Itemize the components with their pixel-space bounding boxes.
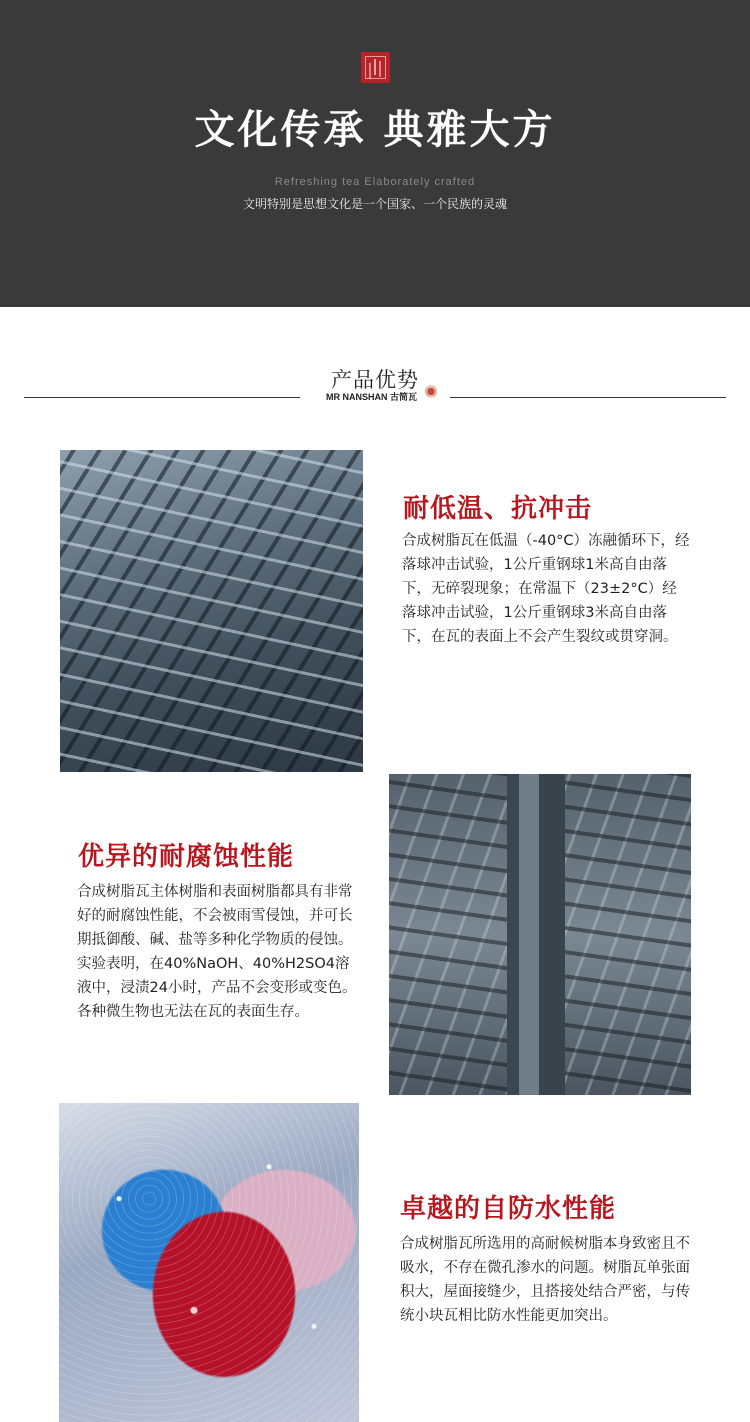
hero-subtitle-en: Refreshing tea Elaborately crafted: [274, 176, 476, 188]
roof-tiles-image: [60, 450, 363, 772]
mini-seal-icon: [424, 384, 438, 399]
feature-title-corrosion: 优异的耐腐蚀性能: [78, 842, 295, 872]
divider-right: [450, 397, 726, 398]
divider-left: [24, 397, 300, 398]
hero-banner: [0, 0, 750, 307]
roof-ridge-image: [389, 774, 691, 1095]
section-subtitle: MR NANSHAN 古简瓦: [326, 392, 417, 402]
feature-body-low-temp: 合成树脂瓦在低温（-40°C）冻融循环下，经落球冲击试验，1公斤重钢球1米高自由落下，无碎裂现象；在常温下（23±2°C）经落球冲击试验，1公斤重钢球3米高自由落下，在瓦的表面上不会产生裂纹或贯穿洞。: [402, 533, 690, 645]
hero-title: 文化传承 典雅大方: [194, 106, 556, 153]
seal-stamp-icon: [361, 52, 390, 83]
section-title: 产品优势: [331, 368, 419, 392]
feature-body-corrosion: 合成树脂瓦主体树脂和表面树脂都具有非常好的耐腐蚀性能，不会被雨雪侵蚀，并可长期抵御酸、碱、盐等多种化学物质的侵蚀。实验表明，在40%NaOH、40%H2SO4溶液中，浸渍24小时，产品不会变形或变色。各种微生物也无法在瓦的表面生存。: [77, 884, 357, 1020]
feature-title-low-temp: 耐低温、抗冲击: [403, 494, 593, 524]
feature-title-waterproof: 卓越的自防水性能: [400, 1194, 617, 1224]
hero-subtitle-cn: 文明特别是思想文化是一个国家、一个民族的灵魂: [242, 197, 507, 211]
feature-body-waterproof: 合成树脂瓦所选用的高耐候树脂本身致密且不吸水，不存在微孔渗水的问题。树脂瓦单张面积大，屋面接缝少，且搭接处结合严密，与传统小块瓦相比防水性能更加突出。: [400, 1236, 690, 1324]
umbrella-rain-image: [59, 1103, 359, 1422]
